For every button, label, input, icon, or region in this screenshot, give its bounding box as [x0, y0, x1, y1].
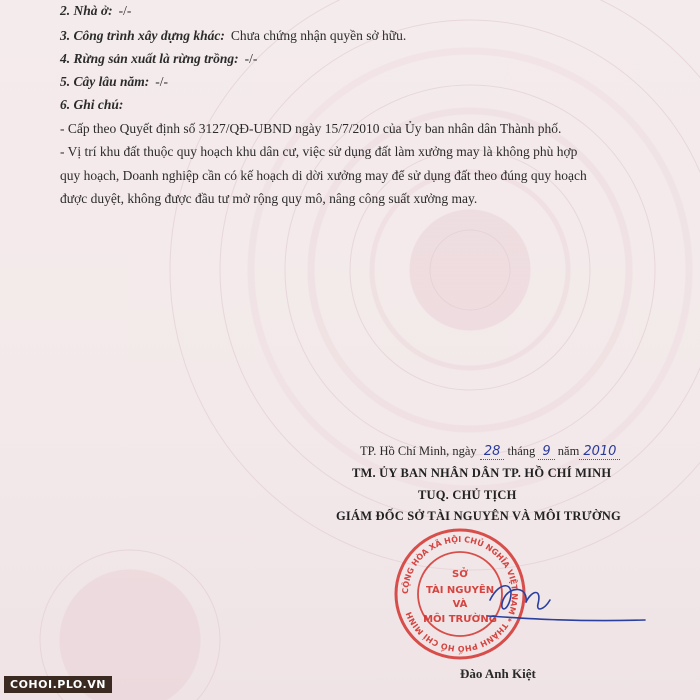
note-line: được duyệt, không được đầu tư mở rộng quy mô, nâng công suất xưởng may.: [60, 191, 478, 206]
issue-date: TP. Hồ Chí Minh, ngày 28 tháng 9 năm 2010: [360, 444, 620, 459]
seal-ring-text: CỘNG HÒA XÃ HỘI CHỦ NGHĨA VIỆT NAM * THÀNH PHỐ HỒ CHÍ MINH: [400, 534, 520, 654]
seal-center-line: VÀ: [452, 599, 468, 610]
note-line: quy hoạch, Doanh nghiệp cần có kế hoạch di dời xưởng may để sử dụng đất theo đúng quy hoạch: [60, 168, 587, 183]
brand-watermark: COHOI.PLO.VN: [4, 676, 112, 693]
field-other-construction: 3. Công trình xây dựng khác: Chưa chứng nhận quyền sở hữu.: [60, 28, 407, 43]
note-line: - Vị trí khu đất thuộc quy hoạch khu dân cư, việc sử dụng đất làm xưởng may là không phù hợp: [60, 144, 578, 159]
note-line: - Cấp theo Quyết định số 3127/QĐ-UBND ngày 15/7/2010 của Ủy ban nhân dân Thành phố.: [60, 121, 562, 136]
seal-center-line: TÀI NGUYÊN: [425, 585, 495, 596]
authority-line-3: GIÁM ĐỐC SỞ TÀI NGUYÊN VÀ MÔI TRƯỜNG: [336, 509, 621, 523]
date-year: 2010: [579, 444, 620, 460]
seal-center-line: MÔI TRƯỜNG: [423, 614, 497, 625]
authority-line-1: TM. ỦY BAN NHÂN DÂN TP. HỒ CHÍ MINH: [352, 466, 612, 480]
field-notes-heading: 6. Ghi chú:: [60, 97, 124, 112]
date-month: 9: [538, 444, 554, 460]
field-planted-forest: 4. Rừng sản xuất là rừng trồng: -/-: [60, 51, 258, 66]
handwritten-signature: [480, 570, 650, 640]
authority-line-2: TUQ. CHỦ TỊCH: [418, 488, 517, 502]
signer-name: Đào Anh Kiệt: [460, 666, 536, 681]
field-house: 2. Nhà ở: -/-: [60, 3, 132, 18]
date-day: 28: [480, 444, 505, 460]
seal-center-line: SỞ: [452, 569, 468, 580]
field-perennial-trees: 5. Cây lâu năm: -/-: [60, 74, 169, 89]
